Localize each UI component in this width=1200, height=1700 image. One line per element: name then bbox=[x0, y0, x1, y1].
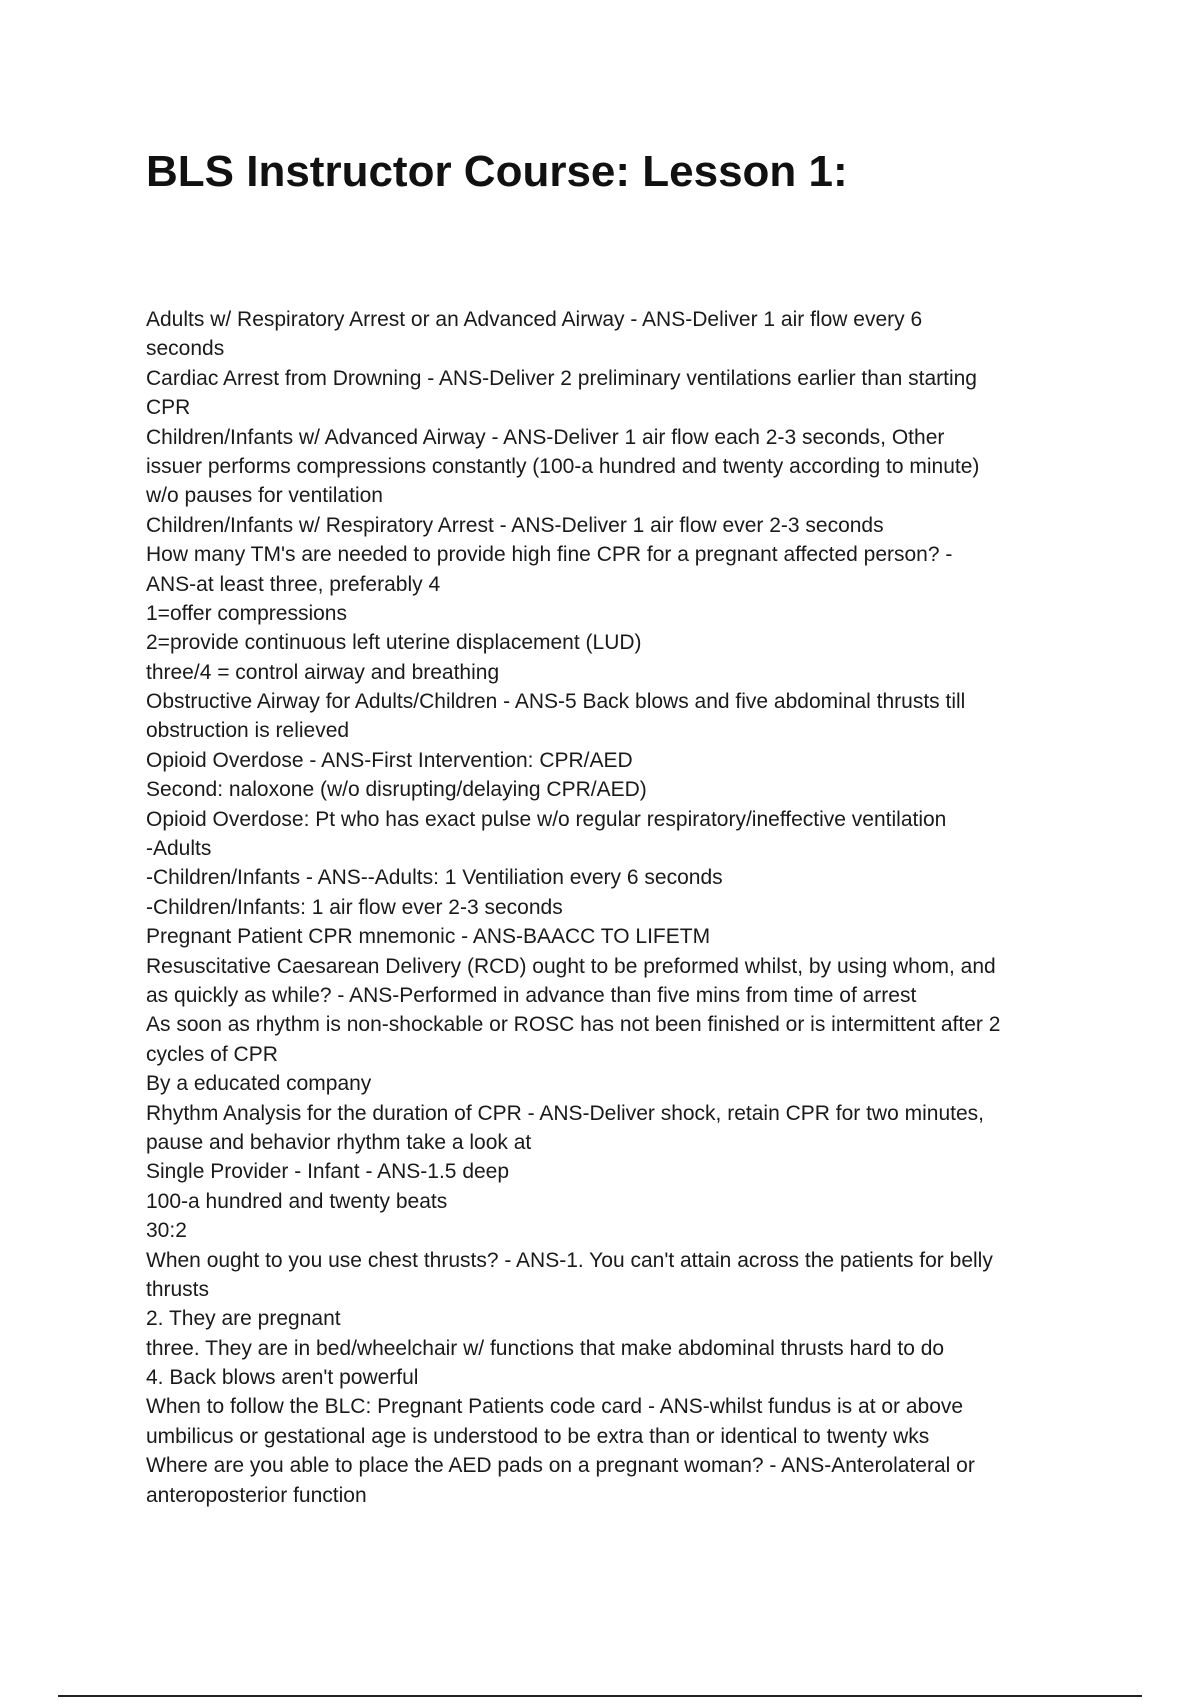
text-line: How many TM's are needed to provide high fine CPR for a pregnant affected person? - bbox=[146, 543, 953, 567]
document-body bbox=[146, 305, 1066, 1510]
text-line: Opioid Overdose: Pt who has exact pulse w/o regular respiratory/ineffective ventilation bbox=[146, 807, 947, 831]
text-line: Where are you able to place the AED pads on a pregnant woman? - ANS-Anterolateral or bbox=[146, 1454, 975, 1478]
text-line: When ought to you use chest thrusts? - ANS-1. You can't attain across the patients for belly bbox=[146, 1248, 993, 1272]
text-line: pause and behavior rhythm take a look at bbox=[146, 1130, 532, 1154]
text-line: As soon as rhythm is non-shockable or ROSC has not been finished or is intermittent after 2 bbox=[146, 1013, 1001, 1037]
text-line: Resuscitative Caesarean Delivery (RCD) ought to be preformed whilst, by using whom, and bbox=[146, 954, 996, 978]
text-line: 30:2 bbox=[146, 1219, 187, 1243]
text-line: Obstructive Airway for Adults/Children - ANS-5 Back blows and five abdominal thrusts till bbox=[146, 690, 966, 714]
text-line: Children/Infants w/ Respiratory Arrest - ANS-Deliver 1 air flow ever 2-3 seconds bbox=[146, 513, 884, 537]
text-line: Pregnant Patient CPR mnemonic - ANS-BAACC TO LIFETM bbox=[146, 925, 711, 949]
text-line: Single Provider - Infant - ANS-1.5 deep bbox=[146, 1160, 510, 1184]
text-line: CPR bbox=[146, 396, 191, 420]
text-line: cycles of CPR bbox=[146, 1042, 278, 1066]
text-line: When to follow the BLC: Pregnant Patients code card - ANS-whilst fundus is at or above bbox=[146, 1395, 964, 1419]
text-line: Cardiac Arrest from Drowning - ANS-Deliver 2 preliminary ventilations earlier than starting bbox=[146, 366, 977, 390]
text-line: ANS-at least three, preferably 4 bbox=[146, 572, 441, 596]
text-line: -Adults bbox=[146, 837, 212, 861]
text-line: thrusts bbox=[146, 1277, 210, 1301]
footer-divider bbox=[58, 1695, 1142, 1697]
text-line: 2. They are pregnant bbox=[146, 1307, 341, 1331]
text-line: seconds bbox=[146, 337, 225, 361]
text-line: three. They are in bed/wheelchair w/ functions that make abdominal thrusts hard to do bbox=[146, 1336, 945, 1360]
text-line: as quickly as while? - ANS-Performed in advance than five mins from time of arrest bbox=[146, 983, 917, 1007]
text-line: three/4 = control airway and breathing bbox=[146, 660, 500, 684]
text-line: Second: naloxone (w/o disrupting/delaying CPR/AED) bbox=[146, 778, 647, 802]
text-line: By a educated company bbox=[146, 1072, 372, 1096]
text-line: obstruction is relieved bbox=[146, 719, 350, 743]
page-title: BLS Instructor Course: Lesson 1: bbox=[146, 147, 848, 196]
text-line: anteroposterior function bbox=[146, 1483, 367, 1507]
text-line: umbilicus or gestational age is understood to be extra than or identical to twenty wks bbox=[146, 1424, 930, 1448]
text-line: Adults w/ Respiratory Arrest or an Advanced Airway - ANS-Deliver 1 air flow every 6 bbox=[146, 308, 923, 331]
text-line: -Children/Infants - ANS--Adults: 1 Ventiliation every 6 seconds bbox=[146, 866, 723, 890]
text-line: 2=provide continuous left uterine displacement (LUD) bbox=[146, 631, 642, 655]
text-line: issuer performs compressions constantly (100-a hundred and twenty according to minute) bbox=[146, 454, 980, 478]
text-line: 4. Back blows aren't powerful bbox=[146, 1366, 419, 1390]
text-line: 100-a hundred and twenty beats bbox=[146, 1189, 448, 1213]
text-line: w/o pauses for ventilation bbox=[146, 484, 383, 508]
text-line: Children/Infants w/ Advanced Airway - ANS-Deliver 1 air flow each 2-3 seconds, Other bbox=[146, 425, 945, 449]
text-line: 1=offer compressions bbox=[146, 601, 347, 625]
text-line: -Children/Infants: 1 air flow ever 2-3 seconds bbox=[146, 895, 563, 919]
text-line: Rhythm Analysis for the duration of CPR - ANS-Deliver shock, retain CPR for two minutes, bbox=[146, 1101, 984, 1125]
text-line: Opioid Overdose - ANS-First Intervention: CPR/AED bbox=[146, 748, 633, 772]
